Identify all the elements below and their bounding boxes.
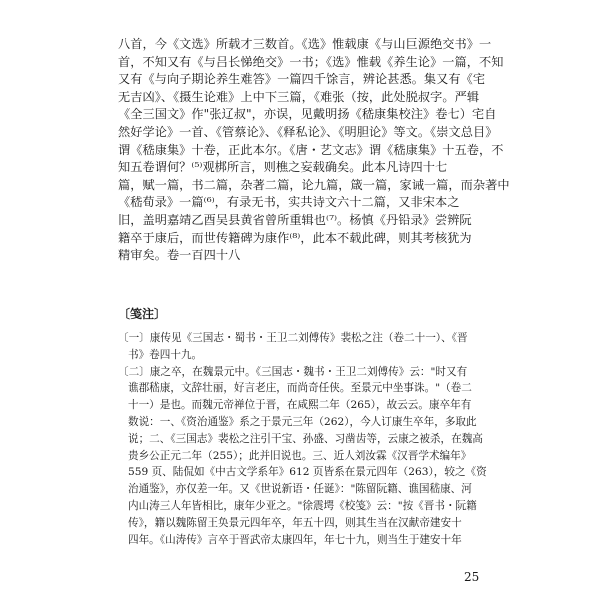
main-text-line: 篇，赋一篇，书二篇，杂著二篇，论九篇，箴一篇，家诫一篇，而杂著中 xyxy=(118,177,510,192)
note-line: 谯郡嵇康，文辞壮丽，好言老庄，而尚奇任侠。至景元中坐事诛。"（卷二 xyxy=(128,382,472,395)
note-line: 治通鉴》，亦仅差一年。又《世说新语・任诞》："陈留阮籍、谯国嵇康、河 xyxy=(128,483,472,496)
main-text-line: 首，不知又有《与吕长悌绝交》一书；《选》惟载《养生论》一篇，不知 xyxy=(118,54,504,69)
note-line: 四年。《山涛传》言卒于晋武帝太康四年，年七十九，则当生于建安十年 xyxy=(128,533,462,546)
main-text-line: 无吉凶》、《摄生论难》上中下三篇，《难张（按，此处脱叔字。严辑 xyxy=(118,89,480,104)
main-text-line: 籍卒于康后，而世传籍碑为康作⁽⁸⁾，此本不载此碑，则其考核犹为 xyxy=(118,230,472,245)
main-text-line: 八首，今《文选》所载才三数首。《选》惟载康《与山巨源绝交书》一 xyxy=(118,37,492,51)
note-line: 数说：一、《资治通鉴》系之于景元三年（262），今人订康生卒年，多取此 xyxy=(128,415,477,428)
main-text-line: 《全三国文》作"张辽叔"，亦误，见戴明扬《嵇康集校注》卷七）宅自 xyxy=(118,107,497,122)
note-line: 贵乡公正元二年（255）；此并旧说也。三、近人刘汝霖《汉晋学术编年》 xyxy=(128,449,472,462)
note-line: 书》卷四十九。 xyxy=(128,348,203,361)
note-line: 传》，籍以魏陈留王奂景元四年卒，年五十四，则其生当在汉献帝建安十 xyxy=(128,516,462,529)
note-line: 十一）是也。而魏元帝禅位于晋，在咸熙二年（265），故云云。康卒年有 xyxy=(128,399,472,412)
main-text-line: 《嵇荀录》一篇⁽⁶⁾，有录无书，实共诗文六十二篇，又非宋本之 xyxy=(118,195,460,210)
main-text-line: 然好学论》一首、《管蔡论》、《释私论》、《明胆论》等文。《崇文总目》 xyxy=(118,124,498,139)
note-line: 〔二〕康之卒，在魏景元中。《三国志・魏书・王卫二刘傅传》云："时又有 xyxy=(118,365,468,378)
main-text-line: 又有《与向子期论养生难答》一篇四千馀言，辨论甚悉。集又有《宅 xyxy=(118,72,486,87)
notes-block xyxy=(118,330,490,548)
main-text-line: 精审矣。卷一百四十八 xyxy=(118,248,241,263)
main-text-line: 旧，盖明嘉靖乙酉吴县黄省曾所重辑也⁽⁷⁾。杨慎《丹铅录》尝辨阮 xyxy=(118,212,472,227)
note-line: 说；二、《三国志》裴松之注引干宝、孙盛、习凿齿等，云康之被杀，在魏高 xyxy=(128,432,483,445)
note-line: 559 页、陆侃如《中古文学系年》612 页皆系在景元四年（263），较之《资 xyxy=(128,466,487,479)
main-text-line: 谓《嵇康集》十卷，正此本尔。《唐・艺文志》谓《嵇康集》十五卷，不 xyxy=(118,142,504,157)
main-text-line: 知五卷谓何？⁽⁵⁾观梆所言，则樵之妄载确矣。此本凡诗四十七 xyxy=(118,160,448,175)
page-number: 25 xyxy=(464,570,480,584)
note-line: 〔一〕康传见《三国志・蜀书・王卫二刘傅传》裴松之注（卷二十一）、《晋 xyxy=(118,332,468,344)
main-text-block xyxy=(118,36,510,265)
notes-heading: 〔笺注〕 xyxy=(118,307,167,321)
note-line: 内山涛三人年皆相比，康年少亚之。"徐震堮《校笺》云："按《晋书・阮籍 xyxy=(128,499,477,512)
